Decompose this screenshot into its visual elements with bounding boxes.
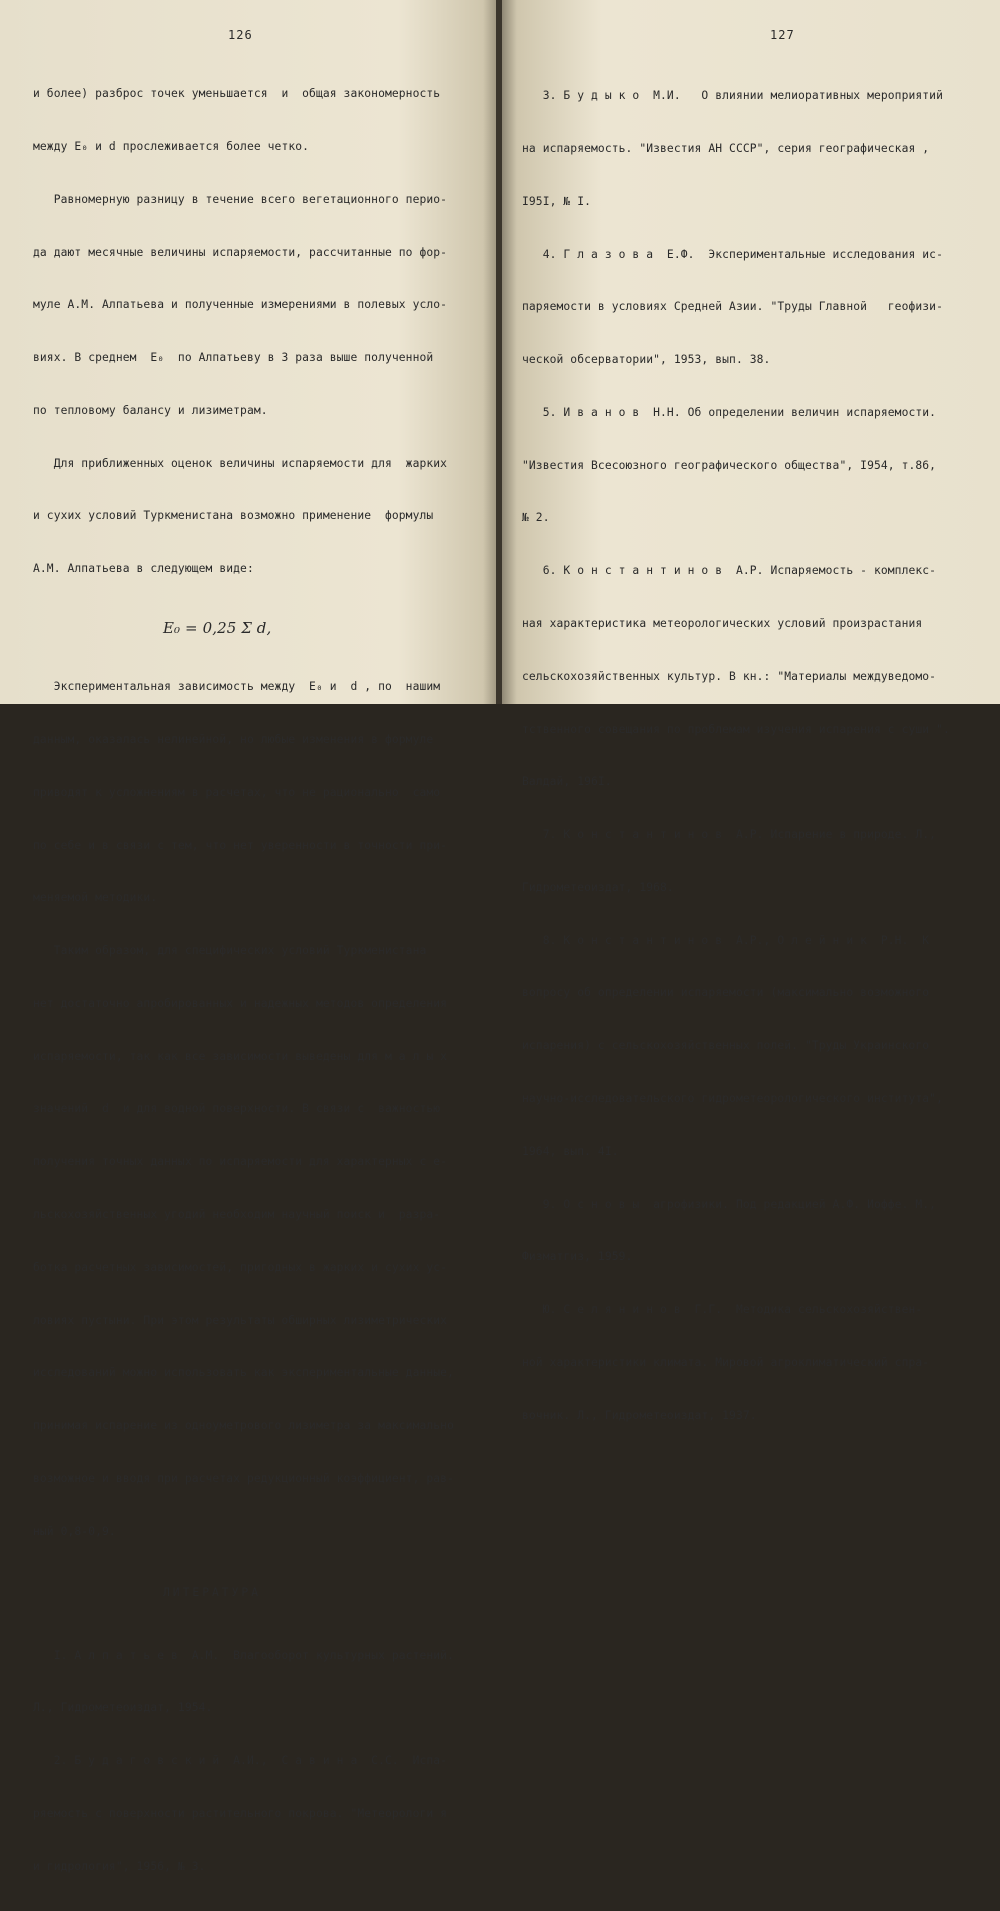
reference-line: I95I, № I.: [522, 194, 592, 208]
reference-line: на испаряемость. "Известия АН СССР", серия географическая ,: [522, 141, 930, 155]
text-line: Равномерную разницу в течение всего вегетационного перио-: [33, 192, 448, 206]
text-line: ботка расчетных зависимостей, пригодных в жарких и сухих ус-: [33, 1260, 448, 1274]
reference-line: 3. Б у д ы к о М.И. О влиянии мелиоративных мероприятий: [522, 89, 943, 103]
text-line: нет достаточно апробированных и надежных методов определения: [33, 996, 448, 1010]
reference-line: I. А л п а т ь е в А.М. Влагооборот культурных растений.: [33, 1648, 454, 1662]
right-page-text: [522, 52, 950, 1460]
text-line: виях. В среднем E₀ по Алпатьеву в 3 раза выше полученной: [33, 351, 434, 365]
reference-line: Ю. С е л я н и н о в Г.Г. Методика сельскохозяйствен-: [522, 1303, 923, 1317]
reference-line: 1964, вып. 4I.: [522, 1144, 619, 1158]
formula: E₀ = 0,25 Σ d,: [163, 619, 272, 637]
reference-line: 6. К о н с т а н т и н о в А.Р. Испаряемость - комплекс-: [522, 564, 937, 578]
text-line: льскохозяйственных угодий необходим научный поиск и разра-: [33, 1208, 441, 1221]
reference-line: и гидрология", 1956, № 3.: [33, 1859, 206, 1873]
reference-line: Л., Гидрометеоиздат, 1954.: [33, 1701, 213, 1715]
text-line: приводят к усложнениям в расчетах, что не рационально само: [33, 785, 441, 799]
text-line: ный 0,8-0,9.: [33, 1524, 116, 1538]
reference-line: ческой обсерватории", 1953, вып. 38.: [522, 353, 771, 367]
text-line: да дают месячные величины испаряемости, рассчитанные по фор-: [33, 245, 448, 259]
reference-line: 2. Б у д а г о в с к и й А.И., С а в и н а С.С. Испа-: [33, 1754, 448, 1768]
reference-line: № 2.: [522, 511, 550, 525]
text-line: исследований можно использовать как экспериментальные данные,: [33, 1366, 454, 1380]
reference-line: ная характеристика метеорологических условий произрастания: [522, 617, 923, 630]
reference-line: вопросу об определении испаряемости (максимально возможного: [522, 986, 930, 1000]
left-page-text: [33, 50, 454, 1911]
text-line: и сухих условий Туркменистана возможно применение формулы: [33, 509, 434, 523]
section-heading: ЛИТЕРАТУРА: [163, 1586, 262, 1600]
text-line: меняемой методики.: [33, 891, 158, 905]
text-line: Для приближенных оценок величины испаряемости для жарких: [33, 456, 448, 470]
text-line: возможное и вводя при расчетах редукционный коэффициент, рав-: [33, 1471, 454, 1485]
text-line: значений d и для водной поверхности. В связи с важностью: [33, 1102, 441, 1116]
text-line: испаряемости, так как все зависимости выведены для м а л ы х: [33, 1049, 448, 1063]
text-line: принимая испарение из одноуметрового лизиметра за максимально: [33, 1419, 454, 1433]
text-line: Таким образом, для специфических условий Туркменистана: [33, 944, 427, 958]
page-number: 126: [228, 28, 253, 42]
reference-line: Валдай, 196I.: [522, 775, 612, 789]
left-page: [0, 0, 498, 1873]
reference-line: 8. К о н с т а н т и н о в А.Р., О л е й н и к Р.Н. К: [522, 933, 930, 947]
reference-line: Физматгиз, 1959.: [522, 1250, 633, 1264]
text-line: получения точных данных по испаряемости для характерных с е-: [33, 1155, 448, 1169]
text-line: по себе и в связи с тем, что нет уверенности в точности при-: [33, 838, 448, 852]
page-number: 127: [770, 28, 795, 42]
right-page: [502, 0, 1000, 1422]
text-line: по тепловому балансу и лизиметрам.: [33, 403, 268, 417]
reference-line: 5. И в а н о в Н.Н. Об определении величин испаряемости.: [522, 405, 937, 419]
text-line: ловиях пустыни. При этом результаты обширных лизиметрических: [33, 1313, 448, 1327]
reference-line: "Известия Всесоюзного географического общества", I954, т.86,: [522, 458, 937, 472]
reference-line: паряемости в условиях Средней Азии. "Труды Главной геофизи-: [522, 300, 943, 314]
reference-line: тственного совещания по проблемам изучения испарения с суши ".: [522, 722, 950, 736]
text-line: А.М. Алпатьева в следующем виде:: [33, 562, 254, 576]
text-line: данным, оказалась нелинейной, но любые изменения в формуле: [33, 732, 434, 746]
reference-line: ной характеристики климата. Мировой агроклиматический спра-: [522, 1355, 930, 1369]
reference-line: ряемость с поверхности растительного покрова. "Метеорологи я: [33, 1807, 448, 1820]
text-line: между E₀ и d прослеживается более четко.: [33, 139, 310, 153]
reference-line: 9. О с н о в ы агрофизики. Под редакцией А.Ф. Иоффе. М.,: [522, 1197, 937, 1211]
reference-line: Гидрометеоиздат, 1968.: [522, 880, 674, 894]
reference-line: сельскохозяйственных культур. В кн.: "Материалы междуведомо-: [522, 669, 937, 683]
reference-line: 7. К о н с т а н т и н о в А.Р. Испарение в природе. Л.,: [522, 828, 937, 842]
text-line: муле А.М. Алпатьева и полученные измерениями в полевых усло-: [33, 298, 448, 312]
reference-line: научно-исследовательского гидрометеорологического института",: [522, 1092, 943, 1106]
reference-line: 4. Г л а з о в а Е.Ф. Экспериментальные исследования ис-: [522, 247, 943, 261]
text-line: Экспериментальная зависимость между E₀ и d , по нашим: [33, 680, 441, 694]
reference-line: испарения) с сельскохозяйственных полей. "Труды Украинского: [522, 1039, 930, 1053]
text-line: и более) разброс точек уменьшается и общая закономерность: [33, 87, 441, 101]
reference-line: вочник. Л., Гидрометеоиздат, 1937.: [522, 1408, 757, 1422]
